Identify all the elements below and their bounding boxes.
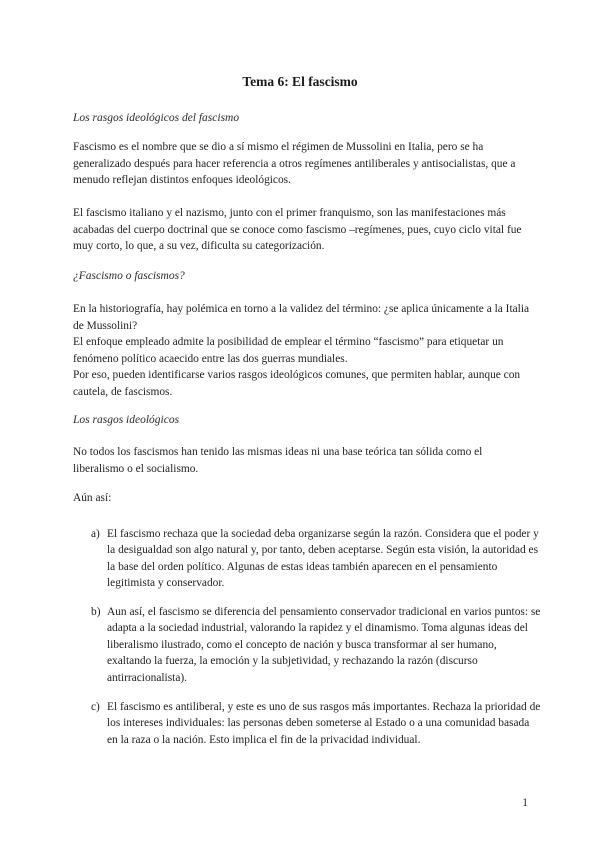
- list-item: [91, 604, 541, 686]
- paragraph-fascismo-italiano-nazismo: El fascismo italiano y el nazismo, junto con el primer franquismo, son las manifestaciones más acabadas del cuerpo doctrinal que se conoce como fascismo –regímenes, pues, cuyo ciclo vital fue muy corto, lo que, a su vez, dificulta su categorización.: [73, 207, 522, 253]
- page-title: Tema 6: El fascismo: [242, 74, 358, 89]
- list-item-text: El fascismo rechaza que la sociedad deba organizarse según la razón. Considera que el poder y la desigualdad son algo natural y, por tanto, deben aceptarse. Según esta visión, la autoridad es la base del orden político. Algunas de estas ideas también aparecen en el pensamiento legitimista y conservador.: [107, 528, 539, 590]
- list-item-text: El fascismo es antiliberal, y este es uno de sus rasgos más importantes. Rechaza la prioridad de los intereses individuales: las personas deben someterse al Estado o a una comunidad basada en la raza o la nación. Esto implica el fin de la privacidad individual.: [107, 701, 541, 746]
- section-heading-rasgos-ideologicos: Los rasgos ideológicos: [73, 414, 180, 426]
- list-item-marker: a): [91, 528, 100, 540]
- paragraph-historiografia: En la historiografía, hay polémica en torno a la validez del término: ¿se aplica únicamente a la Italia de Mussolini?: [73, 303, 530, 332]
- list-item-marker: b): [91, 606, 101, 618]
- paragraph-aun-asi: Aún así:: [73, 492, 112, 504]
- page-number: 1: [522, 797, 528, 809]
- list-item: [91, 699, 541, 748]
- list-item-marker: c): [91, 701, 100, 713]
- paragraph-rasgos-comunes: Por eso, pueden identificarse varios rasgos ideológicos comunes, que permiten hablar, aunque con cautela, de fascismos.: [73, 369, 521, 398]
- list-item-text: Aun así, el fascismo se diferencia del pensamiento conservador tradicional en varios puntos: se adapta a la sociedad industrial, valorando la rapidez y el dinamismo. Toma algunas ideas del liberalismo ilustrado, como el concepto de nación y busca transformar al ser humano, exaltando la fuerza, la emoción y la subjetividad, y rechazando la razón (discurso antirracionalista).: [107, 606, 541, 684]
- list-item: [91, 526, 541, 592]
- paragraph-enfoque-empleado: El enfoque empleado admite la posibilidad de emplear el término “fascismo” para etiquetar un fenómeno político acaecido entre las dos guerras mundiales.: [73, 336, 504, 365]
- paragraph-no-todos-fascismos: No todos los fascismos han tenido las mismas ideas ni una base teórica tan sólida como el liberalismo o el socialismo.: [73, 446, 483, 475]
- section-heading-fascismo-o-fascismos: ¿Fascismo o fascismos?: [73, 270, 185, 282]
- paragraph-definicion-fascismo: Fascismo es el nombre que se dio a sí mismo el régimen de Mussolini en Italia, pero se ha generalizado después para hacer referencia a otros regímenes antiliberales y antisocialistas, que a menudo reflejan distintos enfoques ideológicos.: [73, 141, 516, 187]
- section-heading-rasgos-fascismo: Los rasgos ideológicos del fascismo: [73, 112, 240, 124]
